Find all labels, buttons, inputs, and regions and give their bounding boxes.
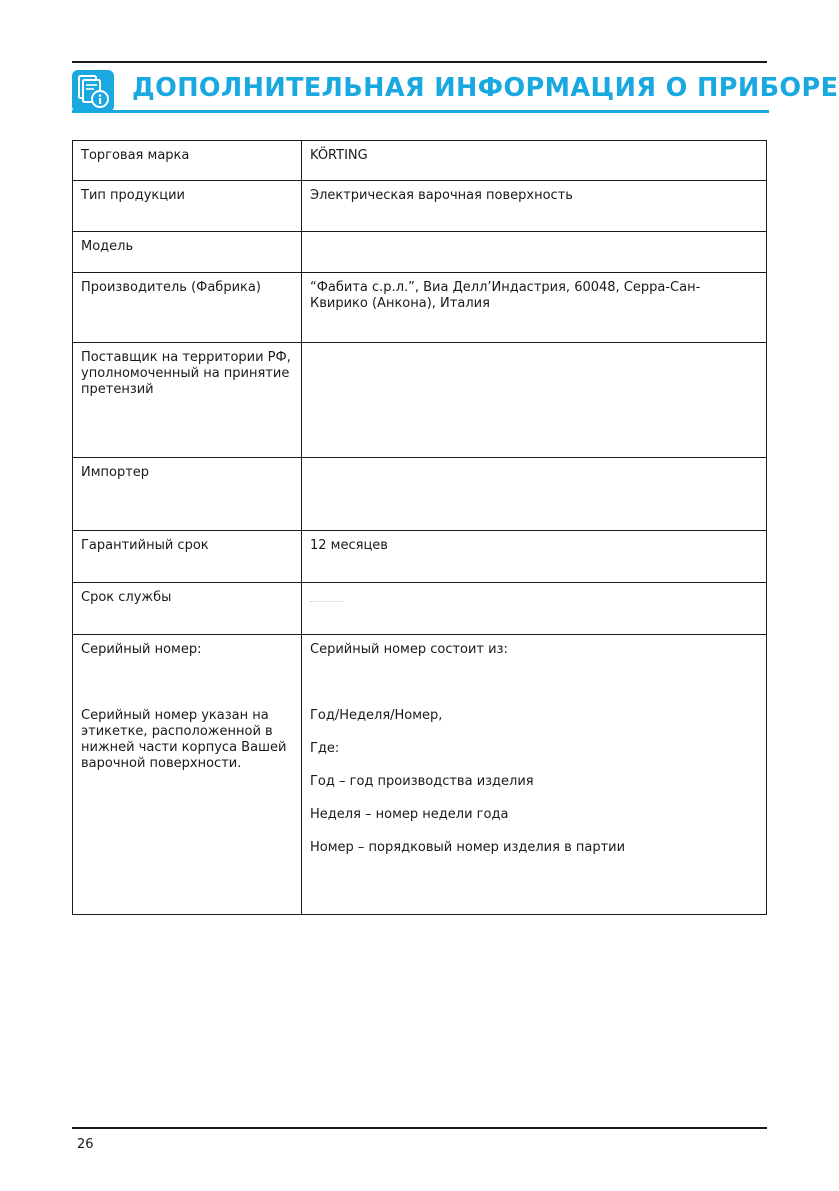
faint-mark [310,600,344,602]
row-label: Модель [73,232,302,273]
row-value [302,343,767,458]
table-row-manufacturer [73,273,767,343]
header-underline [72,110,769,113]
bottom-rule [72,1127,767,1129]
top-rule [72,61,767,63]
table-row-importer [73,458,767,531]
table-row-service-life [73,583,767,635]
row-value [302,583,767,635]
table-row-supplier [73,343,767,458]
page-number: 26 [77,1137,94,1152]
serial-format-pattern: Год/Неделя/Номер, [310,708,443,723]
row-label: Тип продукции [73,181,302,232]
row-label: Импортер [73,458,302,531]
table-row-serial-number [73,635,767,915]
serial-format-year: Год – год производства изделия [310,774,534,789]
table-row-model [73,232,767,273]
device-info-table [72,140,767,915]
table-row-product-type [73,181,767,232]
row-value: “Фабита с.р.л.”, Виа Делл’Индастрия, 60048, Серра-Сан-Квирико (Анкона), Италия [302,273,767,343]
row-value: 12 месяцев [302,531,767,583]
row-value [302,232,767,273]
serial-format-cell [302,635,767,915]
row-label: Гарантийный срок [73,531,302,583]
serial-format-intro: Серийный номер состоит из: [310,642,508,657]
serial-location-note: Серийный номер указан на этикетке, расположенной в нижней части корпуса Вашей варочной поверхности. [81,708,287,771]
page-title: ДОПОЛНИТЕЛЬНАЯ ИНФОРМАЦИЯ О ПРИБОРЕ [132,73,839,103]
serial-format-week: Неделя – номер недели года [310,807,509,822]
row-label: Поставщик на территории РФ, уполномоченный на принятие претензий [73,343,302,458]
row-value: Электрическая варочная поверхность [302,181,767,232]
row-label: Производитель (Фабрика) [73,273,302,343]
row-value: KÖRTING [302,141,767,181]
row-label: Торговая марка [73,141,302,181]
serial-label: Серийный номер: [81,642,202,657]
table-row-warranty [73,531,767,583]
serial-format-number: Номер – порядковый номер изделия в партии [310,840,626,855]
serial-format-where: Где: [310,741,340,756]
section-header [72,70,839,112]
document-info-icon [72,70,114,112]
serial-label-cell [73,635,302,915]
row-value [302,458,767,531]
row-label: Срок службы [73,583,302,635]
table-row-brand [73,141,767,181]
